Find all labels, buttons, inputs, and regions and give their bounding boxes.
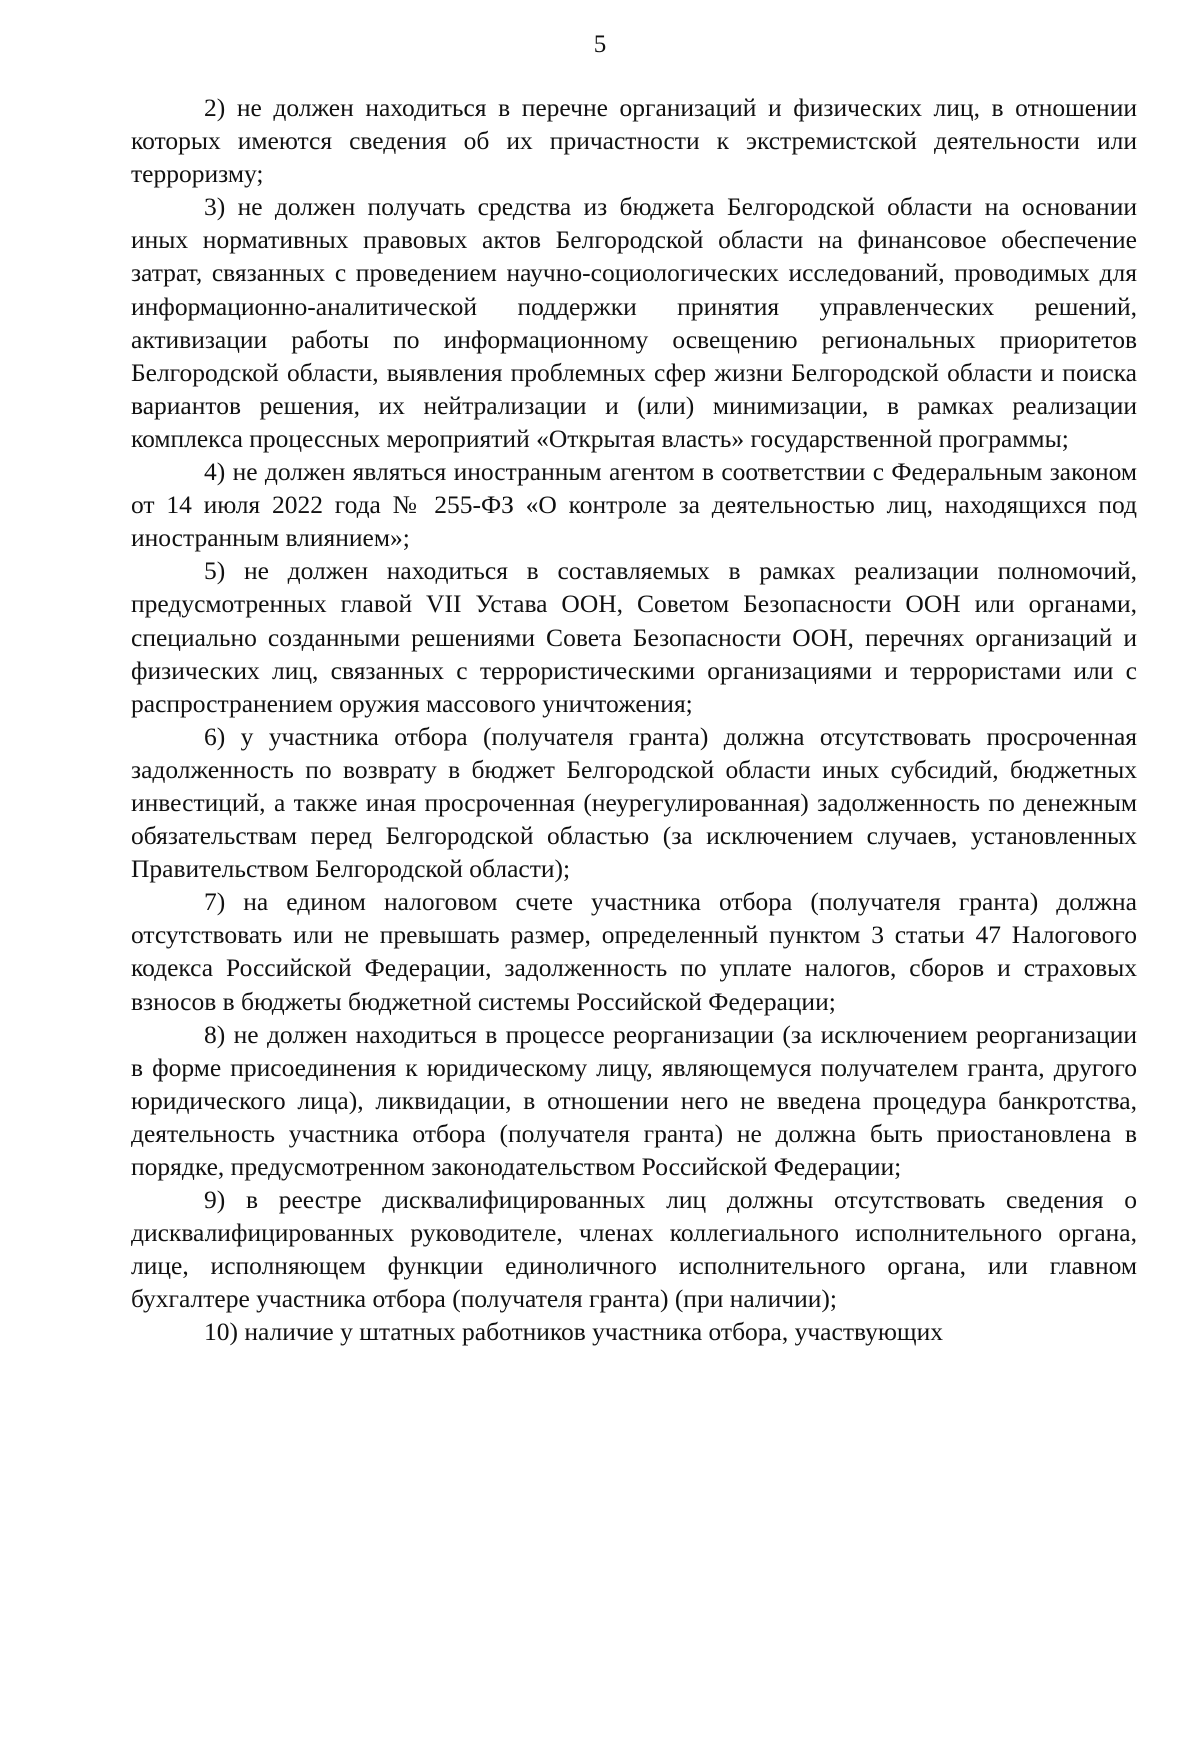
paragraph-item-7: 7) на едином налоговом счете участника отбора (получателя гранта) должна отсутствовать или не превышать размер, определенный пунктом 3 статьи 47 Налогового кодекса Российской Федерации, задолженность по уплате налогов, сборов и страховых взносов в бюджеты бюджетной системы Российской Федерации;	[131, 887, 1137, 1016]
page-number: 5	[593, 31, 607, 58]
paragraph-item-4: 4) не должен являться иностранным агентом в соответствии с Федеральным законом от 14 июля 2022 года № 255-ФЗ «О контроле за деятельностью лиц, находящихся под иностранным влиянием»;	[131, 457, 1137, 553]
document-body	[131, 91, 1137, 1349]
paragraph-item-10: 10) наличие у штатных работников участника отбора, участвующих	[204, 1317, 943, 1347]
paragraph-item-8: 8) не должен находиться в процессе реорганизации (за исключением реорганизации в форме присоединения к юридическому лицу, являющемуся получателем гранта, другого юридического лица), ликвидации, в отношении него не введена процедура банкротства, деятельность участника отбора (получателя гранта) не должна быть приостановлена в порядке, предусмотренном законодательством Российской Федерации;	[131, 1019, 1137, 1181]
paragraph-item-6: 6) у участника отбора (получателя гранта) должна отсутствовать просроченная задолженность по возврату в бюджет Белгородской области иных субсидий, бюджетных инвестиций, а также иная просроченная (неурегулированная) задолженность по денежным обязательствам перед Белгородской областью (за исключением случаев, установленных Правительством Белгородской области);	[131, 721, 1137, 884]
paragraph-item-9: 9) в реестре дисквалифицированных лиц должны отсутствовать сведения о дисквалифицированных руководителе, членах коллегиального исполнительного органа, лице, исполняющем функции единоличного исполнительного органа, или главном бухгалтере участника отбора (получателя гранта) (при наличии);	[131, 1185, 1137, 1314]
paragraph-item-5: 5) не должен находиться в составляемых в рамках реализации полномочий, предусмотренных главой VII Устава ООН, Советом Безопасности ООН или органами, специально созданными решениями Совета Безопасности ООН, перечнях организаций и физических лиц, связанных с террористическими организациями и террористами или с распространением оружия массового уничтожения;	[131, 556, 1137, 718]
paragraph-item-2: 2) не должен находиться в перечне организаций и физических лиц, в отношении которых имеются сведения об их причастности к экстремистской деятельности или терроризму;	[131, 93, 1137, 189]
paragraph-item-3: 3) не должен получать средства из бюджета Белгородской области на основании иных нормативных правовых актов Белгородской области на финансовое обеспечение затрат, связанных с проведением научно-социологических исследований, проводимых для информационно-аналитической поддержки принятия управленческих решений, активизации работы по информационному освещению региональных приоритетов Белгородской области, выявления проблемных сфер жизни Белгородской области и поиска вариантов решения, их нейтрализации и (или) минимизации, в рамках реализации комплекса процессных мероприятий «Открытая власть» государственной программы;	[131, 192, 1137, 453]
